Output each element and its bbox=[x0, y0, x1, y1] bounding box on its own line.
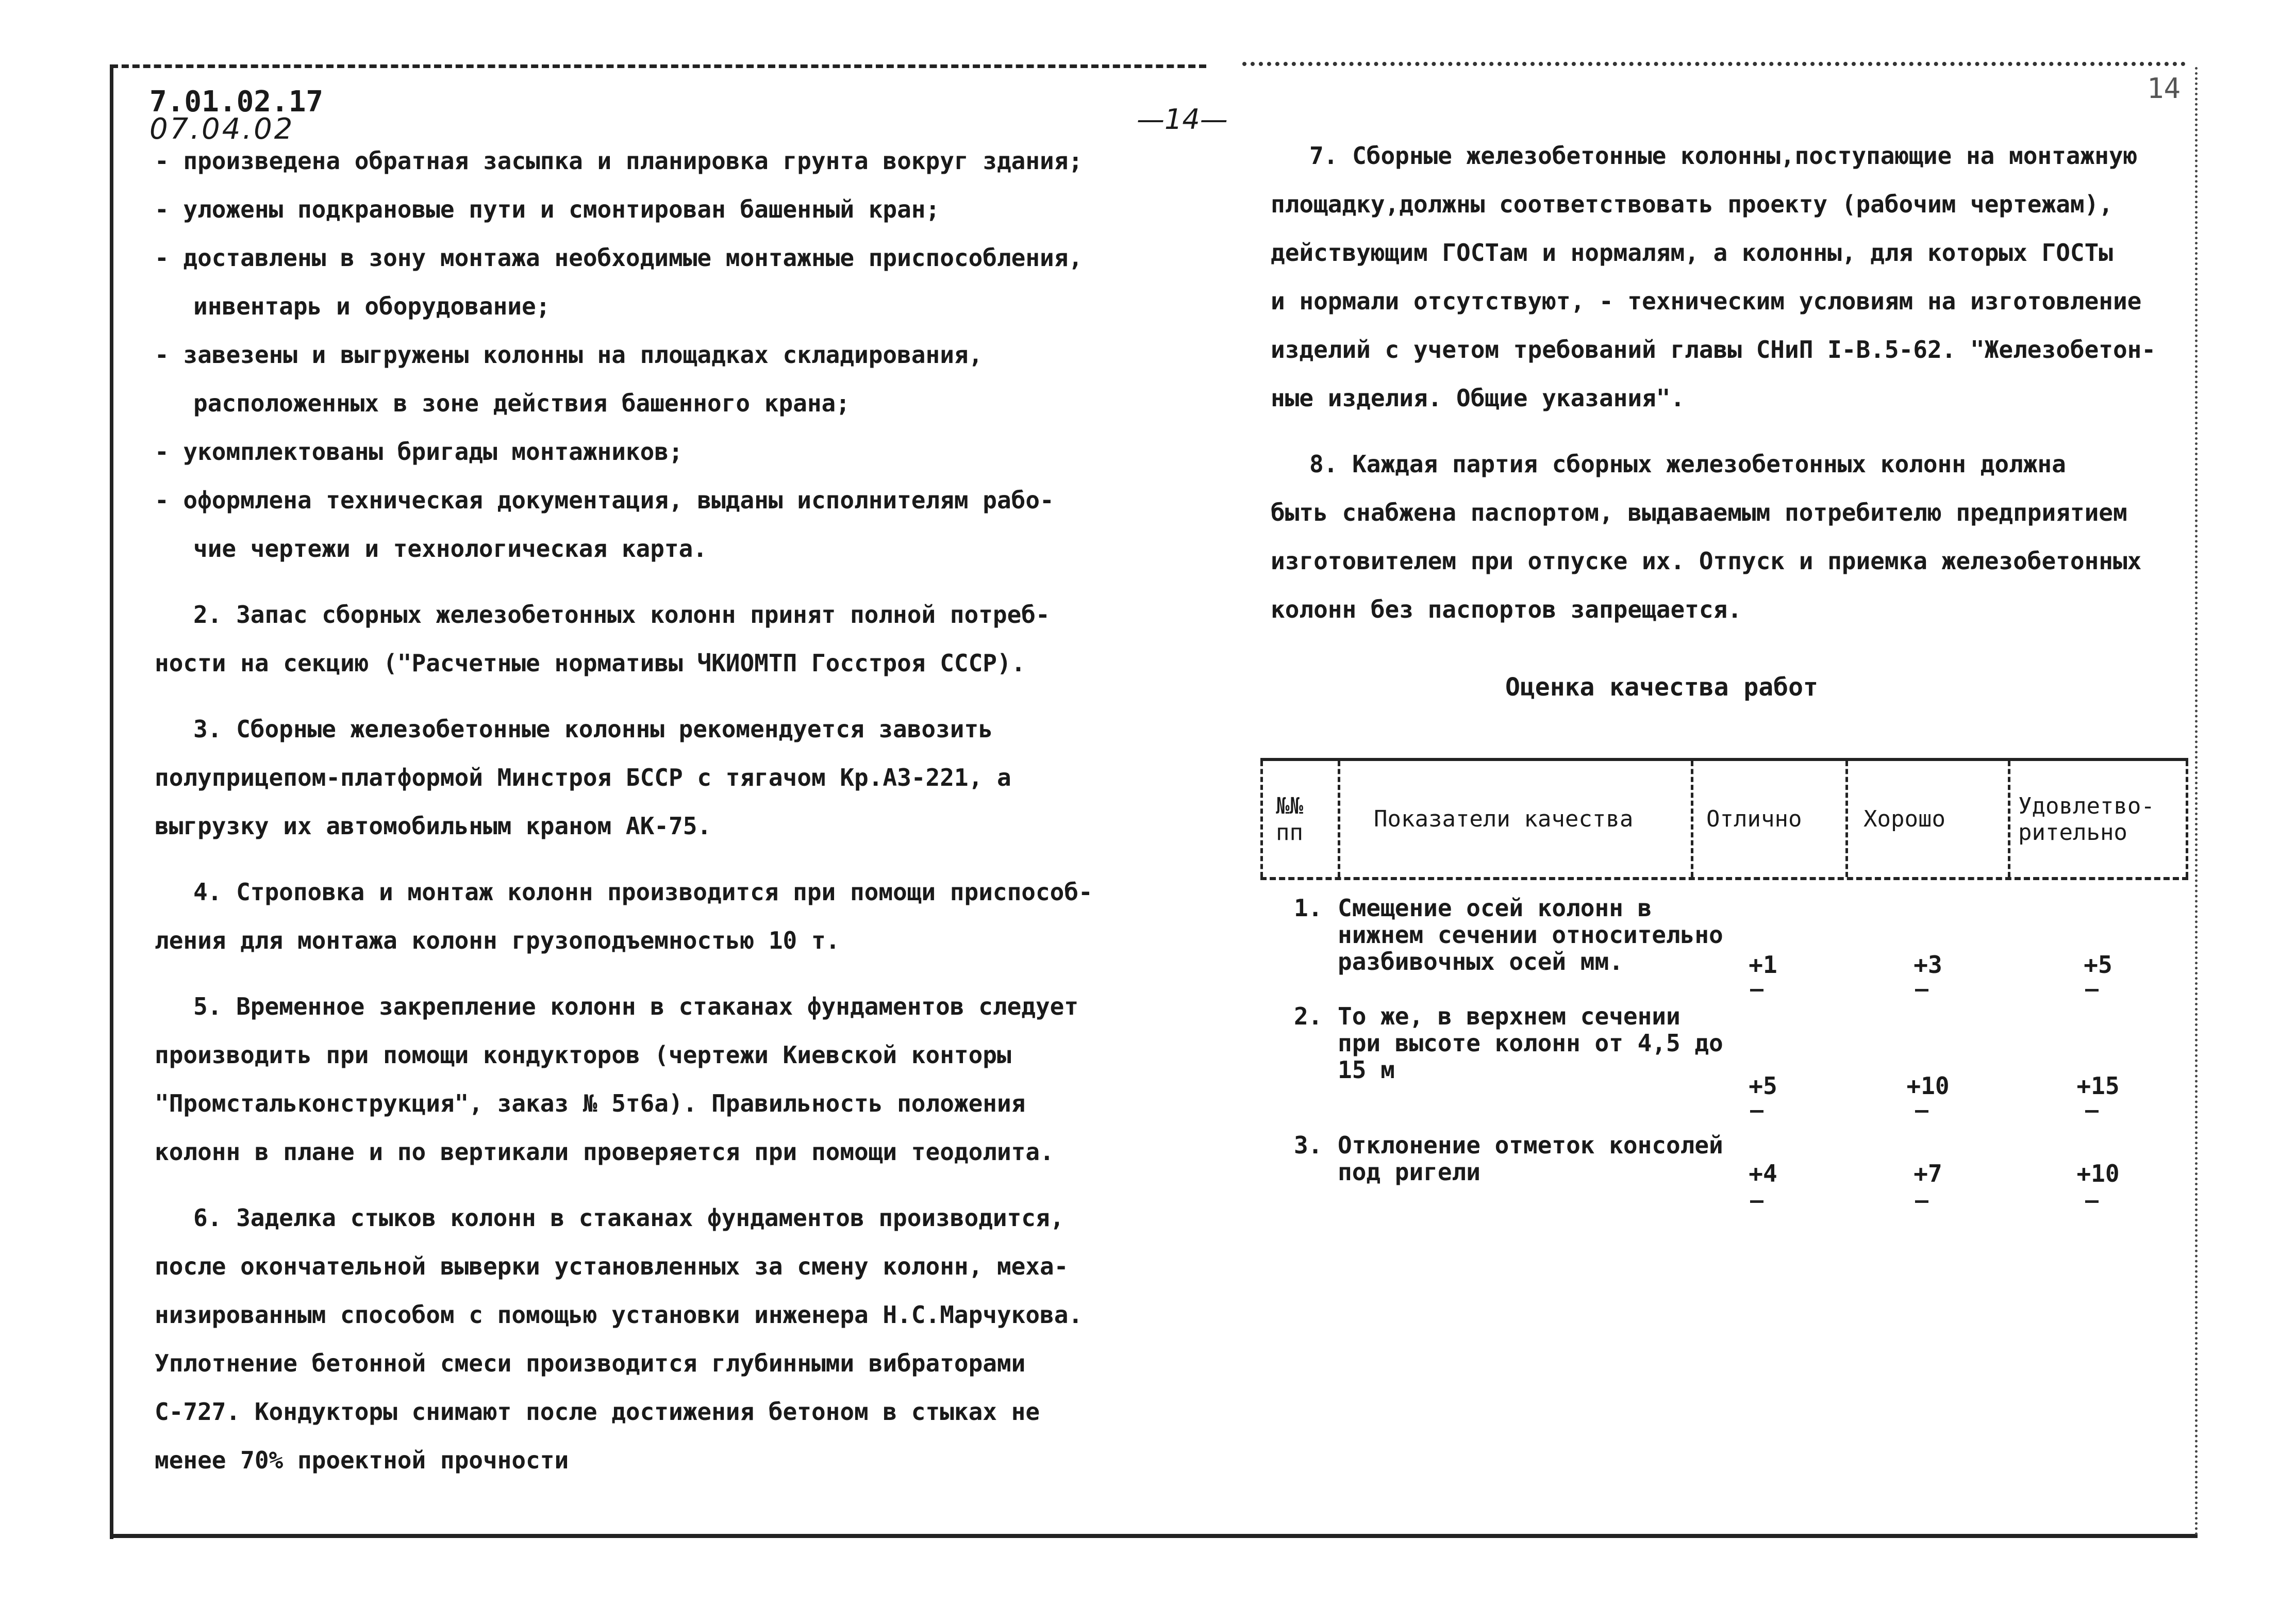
paragraph-2-line: 2. Запас сборных железобетонных колонн принят полной потреб- bbox=[193, 601, 1050, 629]
header-good: Хорошо bbox=[1864, 806, 1945, 832]
value-satisfactory: +15 bbox=[2076, 1072, 2120, 1100]
frame-left-border bbox=[110, 64, 113, 1539]
text-line: - уложены подкрановые пути и смонтирован башенный кран; bbox=[155, 195, 940, 223]
text-line: действующим ГОСТам и нормалям, а колонны, для которых ГОСТы bbox=[1271, 239, 2113, 267]
header-indicator: Показатели качества bbox=[1374, 806, 1634, 832]
text-line: ные изделия. Общие указания". bbox=[1271, 384, 1685, 412]
text-line: изделий с учетом требований главы СНиП I-В.5-62. "Железобетон- bbox=[1271, 336, 2156, 363]
row-indicator: Отклонение отметок консолей под ригели bbox=[1338, 1131, 1723, 1186]
text-line: ности на секцию ("Расчетные нормативы ЧКИОМТП Госстроя СССР). bbox=[155, 649, 1026, 677]
tolerance-mark bbox=[1750, 1110, 1763, 1113]
sheet-mark: 14 bbox=[2147, 72, 2181, 105]
text-line: колонн в плане и по вертикали проверяется при помощи теодолита. bbox=[155, 1138, 1054, 1166]
frame-top-border-left bbox=[111, 64, 1206, 68]
text-line: расположенных в зоне действия башенного крана; bbox=[193, 389, 850, 417]
value-good: +3 bbox=[1914, 951, 1942, 979]
tolerance-mark bbox=[1750, 1200, 1763, 1203]
tolerance-mark bbox=[1915, 989, 1928, 991]
text-line: С-727. Кондукторы снимают после достижения бетоном в стыках не bbox=[155, 1398, 1040, 1426]
frame-bottom-border bbox=[110, 1534, 2198, 1538]
text-line: Уплотнение бетонной смеси производится глубинными вибраторами bbox=[155, 1349, 1026, 1377]
text-line: "Промстальконструкция", заказ № 5т6а). Правильность положения bbox=[155, 1089, 1026, 1117]
paragraph-7-line: 7. Сборные железобетонные колонны,поступающие на монтажную bbox=[1309, 142, 2138, 170]
table-divider bbox=[1845, 761, 1848, 877]
text-line: и нормали отсутствуют, - техническим условиям на изготовление bbox=[1271, 287, 2142, 315]
value-excellent: +1 bbox=[1749, 951, 1777, 979]
text-line: производить при помощи кондукторов (чертежи Киевской конторы bbox=[155, 1041, 1011, 1069]
value-good: +7 bbox=[1914, 1160, 1942, 1187]
paragraph-4-line: 4. Строповка и монтаж колонн производится при помощи приспособ- bbox=[193, 878, 1093, 906]
text-line: менее 70% проектной прочности bbox=[155, 1446, 569, 1474]
text-line: площадку,должны соответствовать проекту (рабочим чертежам), bbox=[1271, 190, 2113, 218]
table-divider bbox=[1338, 761, 1340, 877]
right-text-column bbox=[1271, 131, 2193, 634]
tolerance-mark bbox=[1915, 1200, 1928, 1203]
text-line: ления для монтажа колонн грузоподъемностью 10 т. bbox=[155, 927, 840, 954]
text-line: - оформлена техническая документация, выданы исполнителям рабо- bbox=[155, 486, 1054, 514]
header-satisfactory: Удовлетво- рительно bbox=[2018, 792, 2155, 846]
table-divider bbox=[2008, 761, 2010, 877]
header-number: №№ пп bbox=[1276, 792, 1303, 846]
text-line: инвентарь и оборудование; bbox=[193, 292, 551, 320]
row-indicator: То же, в верхнем сечении при высоте колонн от 4,5 до 15 м bbox=[1338, 1002, 1723, 1084]
table-divider bbox=[1260, 761, 1263, 877]
paragraph-3-line: 3. Сборные железобетонные колонны рекомендуется завозить bbox=[193, 715, 993, 743]
text-line: - доставлены в зону монтажа необходимые монтажные приспособления, bbox=[155, 244, 1083, 272]
document-code-handwritten: 07.04.02 bbox=[149, 112, 295, 146]
text-line: колонн без паспортов запрещается. bbox=[1271, 596, 1742, 623]
tolerance-mark bbox=[1915, 1110, 1928, 1113]
row-number: 2. bbox=[1294, 1002, 1323, 1030]
text-line: быть снабжена паспортом, выдаваемым потребителю предприятием bbox=[1271, 499, 2127, 526]
table-divider bbox=[2186, 761, 2188, 877]
value-good: +10 bbox=[1906, 1072, 1950, 1100]
quality-table-header bbox=[1260, 758, 2188, 880]
header-excellent: Отлично bbox=[1706, 806, 1802, 832]
page-number: —14— bbox=[1137, 103, 1228, 136]
text-line: - произведена обратная засыпка и планировка грунта вокруг здания; bbox=[155, 147, 1083, 175]
quality-table-title: Оценка качества работ bbox=[1505, 673, 1818, 702]
left-text-column bbox=[155, 137, 1124, 1484]
text-line: полуприцепом-платформой Минстроя БССР с тягачом Кр.АЗ-221, а bbox=[155, 764, 1011, 791]
frame-top-border-right bbox=[1242, 62, 2186, 66]
value-excellent: +5 bbox=[1749, 1072, 1777, 1100]
text-line: чие чертежи и технологическая карта. bbox=[193, 535, 707, 563]
text-line: после окончательной выверки установленных за смену колонн, меха- bbox=[155, 1252, 1069, 1280]
document-code: 7.01.02.17 bbox=[149, 85, 324, 119]
frame-right-border bbox=[2195, 67, 2198, 1536]
text-line: - завезены и выгружены колонны на площадках складирования, bbox=[155, 341, 983, 369]
text-line: изготовителем при отпуске их. Отпуск и приемка железобетонных bbox=[1271, 547, 2142, 575]
text-line: низированным способом с помощью установки инженера Н.С.Марчукова. bbox=[155, 1301, 1083, 1329]
table-divider bbox=[1691, 761, 1693, 877]
paragraph-5-line: 5. Временное закрепление колонн в стаканах фундаментов следует bbox=[193, 993, 1079, 1020]
paragraph-6-line: 6. Заделка стыков колонн в стаканах фундаментов производится, bbox=[193, 1204, 1064, 1232]
text-line: - укомплектованы бригады монтажников; bbox=[155, 438, 683, 466]
tolerance-mark bbox=[1750, 989, 1763, 991]
row-indicator: Смещение осей колонн в нижнем сечении относительно разбивочных осей мм. bbox=[1338, 894, 1723, 976]
row-number: 1. bbox=[1294, 894, 1323, 922]
value-satisfactory: +10 bbox=[2076, 1160, 2120, 1187]
tolerance-mark bbox=[2085, 989, 2099, 991]
text-line: выгрузку их автомобильным краном АК-75. bbox=[155, 812, 712, 840]
value-excellent: +4 bbox=[1749, 1160, 1777, 1187]
tolerance-mark bbox=[2085, 1110, 2099, 1113]
row-number: 3. bbox=[1294, 1131, 1323, 1159]
value-satisfactory: +5 bbox=[2084, 951, 2112, 979]
paragraph-8-line: 8. Каждая партия сборных железобетонных колонн должна bbox=[1309, 450, 2066, 478]
tolerance-mark bbox=[2085, 1200, 2099, 1203]
